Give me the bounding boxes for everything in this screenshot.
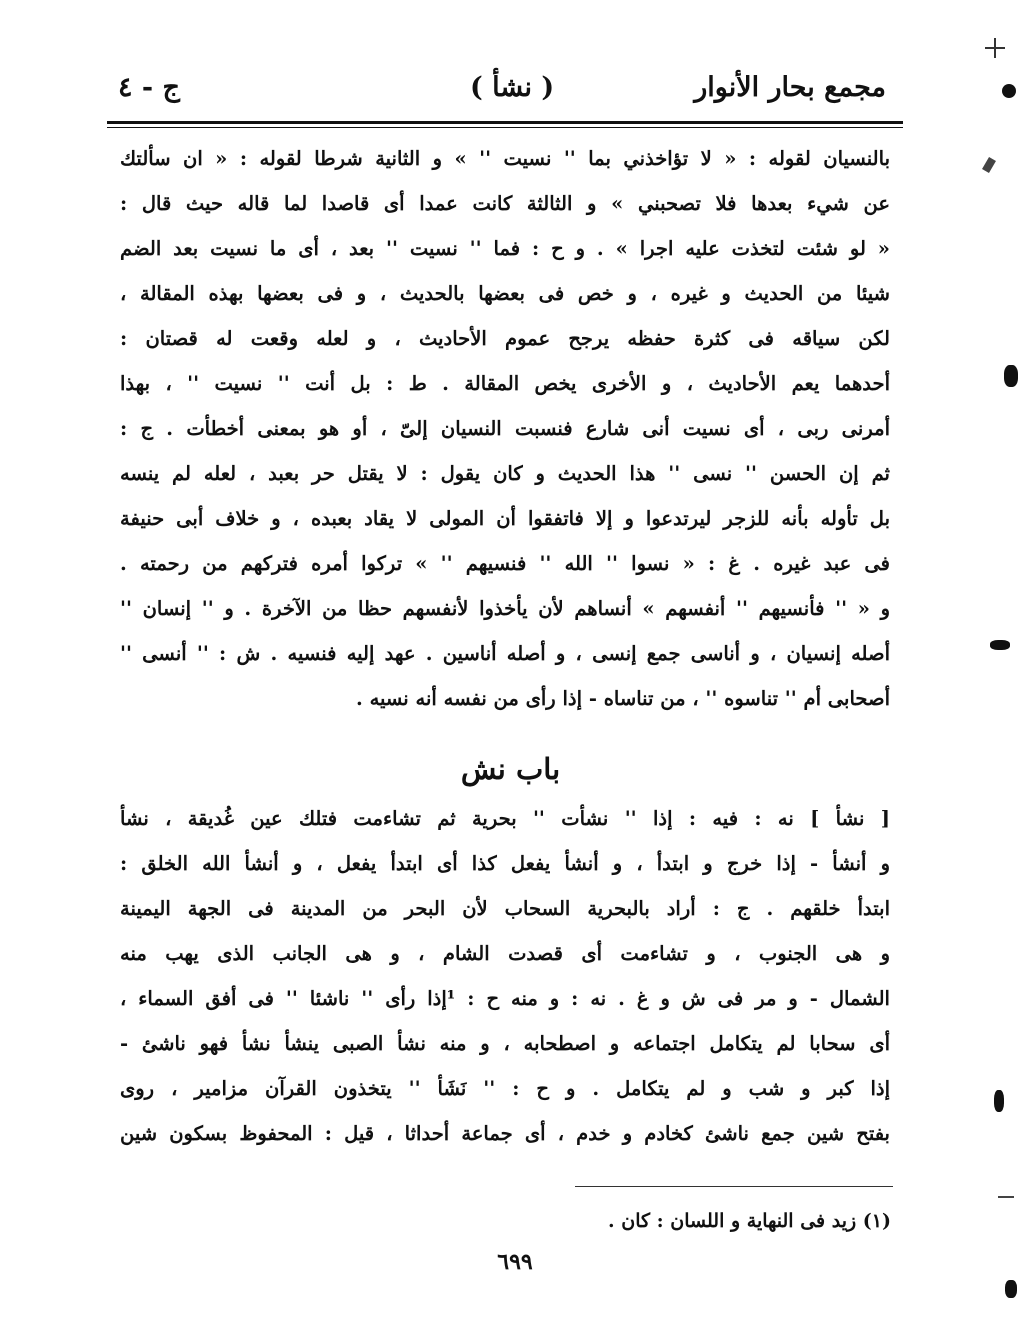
ink-blot-icon — [1005, 1280, 1017, 1298]
body-text-block-1 — [120, 136, 890, 721]
text-line: « لو شئت لتخذت عليه اجرا » . و ح : فما '' نسيت '' بعد ، أى ما نسيت بعد الضم — [120, 237, 890, 260]
text-line: أصله إنسيان ، و أناسى جمع إنسى ، و أصله أناسين . عهد إليه فنسيه . ش : '' أنسى '' — [120, 642, 890, 665]
text-line: الشمال - و مر فى ش و غ . نه : و منه ح : ¹إذا رأى '' ناشئا '' فى أفق السماء ، — [120, 987, 890, 1010]
text-line: أحدهما يعم الأحاديث ، و الأخرى يخص المقالة . ط : بل أنت '' نسيت '' ، بهذا — [120, 372, 890, 395]
page-number: ٦٩٩ — [497, 1249, 533, 1275]
ink-tick-icon — [982, 157, 996, 173]
text-line: و أنشأ - إذا خرج و ابتدأ ، و أنشأ يفعل كذا أى ابتدأ يفعل ، و أنشأ الله الخلق : — [120, 852, 890, 875]
footnote: (١) زيد فى النهاية و اللسان : كان . — [608, 1210, 891, 1232]
text-line: بالنسيان لقوله : « لا تؤاخذني بما '' نسيت '' » و الثانية شرطا لقوله : « ان سألتك — [120, 147, 890, 170]
header-rule-thin — [107, 127, 903, 128]
text-line: ابتدأ خلقهم . ج : أراد بالبحرية السحاب لأن البحر من المدينة فى الجهة اليمينة — [120, 897, 890, 920]
ink-blot-icon — [994, 1090, 1004, 1112]
ink-blot-icon — [1002, 84, 1016, 98]
header-rule-thick — [107, 121, 903, 124]
footnote-rule — [575, 1186, 893, 1187]
section-heading: باب نش — [460, 752, 561, 786]
text-line: عن شيء بعدها فلا تصحبني » و الثالثة كانت عمدا أى قاصدا لما قاله حيث قال : — [120, 192, 890, 215]
entry-title: ( نشأ ) — [470, 72, 555, 103]
text-line: أى سحابا لم يتكامل اجتماعه و اصطحابه ، و منه نشأ الصبى ينشأ نشأ فهو ناشئ - — [120, 1032, 890, 1055]
text-line: و هى الجنوب ، و تشاءمت أى قصدت الشام ، و هى الجانب الذى يهب منه — [120, 942, 890, 965]
text-line: ثم إن الحسن '' نسى '' هذا الحديث و كان يقول : لا يقتل حر بعبد ، لعله لم ينسه — [120, 462, 890, 485]
ink-dash-icon — [998, 1196, 1014, 1198]
volume-label: ج - ٤ — [118, 72, 180, 103]
crosshair-mark-icon — [985, 38, 1005, 58]
ink-blot-icon — [990, 640, 1010, 650]
text-line: شيئا من الحديث و غيره ، و خص فى بعضها بالحديث ، و فى بعضها بهذه المقالة ، — [120, 282, 890, 305]
text-line: أمرنى ربى ، أى نسيت أنى شارع فنسبت النسيان إلىّ ، أو هو بمعنى أخطأت . ج : — [120, 417, 890, 440]
text-line: بل تأوله بأنه للزجر ليرتدعوا و إلا فاتفقوا أن المولى لا يقاد بعبده ، و خلاف أبى حنيفة — [120, 507, 890, 530]
text-line: [ نشأ ] نه : فيه : إذا '' نشأت '' بحرية ثم تشاءمت فتلك عين غُديقة ، نشأ — [120, 807, 890, 830]
text-line: و « '' فأنسيهم '' أنفسهم » أنساهم لأن يأخذوا لأنفسهم حظا من الآخرة . و '' إنسان '' — [120, 597, 890, 620]
text-line: بفتح شين جمع ناشئ كخادم و خدم ، أى جماعة أحداثا ، قيل : المحفوظ بسكون شين — [120, 1122, 890, 1145]
text-line: لكن سياقه فى كثرة حفظه يرجح عموم الأحاديث ، و لعله وقعت له قصتان : — [120, 327, 890, 350]
running-title: مجمع بحار الأنوار — [694, 72, 886, 103]
text-line: أصحابى أم '' تناسوه '' ، من تناساه - إذا رأى من نفسه أنه نسيه . — [356, 687, 890, 710]
text-line: إذا كبر و شب و لم يتكامل . و ح : '' نَشَأ '' يتخذون القرآن مزامير ، روى — [120, 1077, 890, 1100]
body-text-block-2 — [120, 796, 890, 1156]
ink-blot-icon — [1004, 365, 1018, 387]
text-line: فى عبد غيره . غ : « نسوا '' الله '' فنسيهم '' » تركوا أمره فتركهم من رحمته . — [120, 552, 890, 575]
